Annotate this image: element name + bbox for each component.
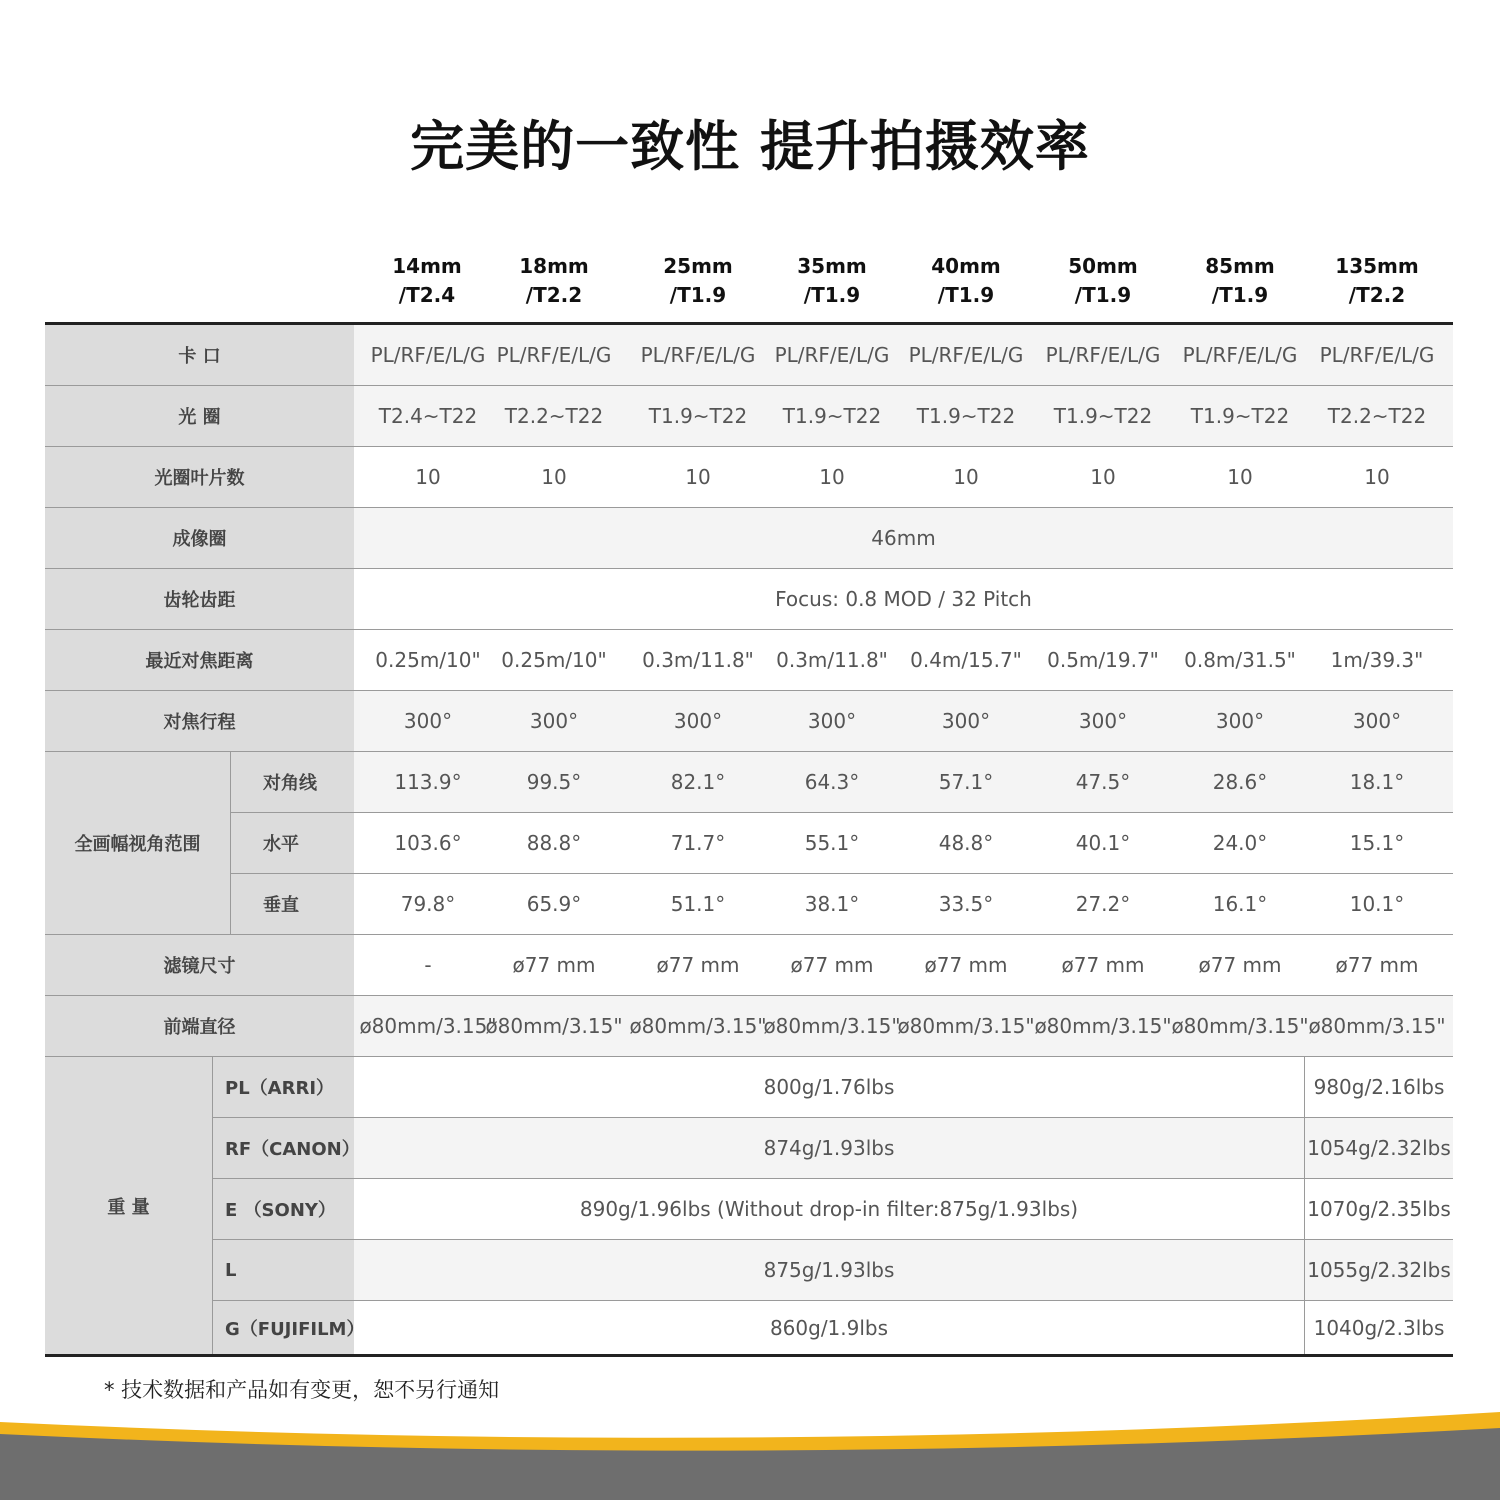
weight-135-value: 1054g/2.32lbs	[1307, 1136, 1451, 1160]
image-circle-value: 46mm	[871, 526, 936, 550]
page-title: 完美的一致性 提升拍摄效率	[410, 115, 1090, 178]
table-cell: ø80mm/3.15"	[763, 1014, 901, 1038]
table-cell: 10	[953, 465, 979, 489]
table-cell: 300°	[941, 709, 991, 733]
weight-135-value: 1040g/2.3lbs	[1313, 1315, 1445, 1340]
table-cell: 88.8°	[526, 831, 582, 855]
table-cell: PL/RF/E/L/G	[908, 343, 1024, 367]
table-cell: PL/RF/E/L/G	[1045, 343, 1161, 367]
row-label: 齿轮齿距	[163, 590, 236, 611]
weight-main-value: 800g/1.76lbs	[763, 1075, 895, 1099]
table-cell: 10	[1227, 465, 1253, 489]
table-cell: 300°	[807, 709, 857, 733]
table-cell: 300°	[1352, 709, 1402, 733]
table-cell: 16.1°	[1212, 892, 1268, 916]
table-cell: 10	[415, 465, 441, 489]
fov-group-label: 全画幅视角范围	[45, 752, 230, 934]
table-cell: T1.9~T22	[916, 404, 1016, 428]
table-cell: 103.6°	[394, 831, 462, 855]
row-sublabel: 垂直	[263, 895, 299, 916]
table-cell: ø80mm/3.15"	[485, 1014, 623, 1038]
table-cell: PL/RF/E/L/G	[1319, 343, 1435, 367]
table-cell: 0.8m/31.5"	[1184, 648, 1296, 672]
row-mount	[45, 325, 1453, 386]
table-cell: 113.9°	[394, 770, 462, 794]
table-cell: 71.7°	[670, 831, 726, 855]
weight-mount-label: E （SONY）	[225, 1200, 336, 1221]
table-cell: T2.4~T22	[378, 404, 478, 428]
table-cell: 0.25m/10"	[375, 648, 481, 672]
table-cell: 10	[819, 465, 845, 489]
column-header: 25mm /T1.9	[663, 254, 733, 307]
table-bottom-rule	[45, 1354, 1453, 1357]
row-label: 对焦行程	[163, 712, 236, 733]
weight-main-value: 874g/1.93lbs	[763, 1136, 895, 1160]
row-label: 光圈叶片数	[154, 468, 245, 489]
row-weight	[45, 1301, 1453, 1354]
row-label: 前端直径	[163, 1017, 236, 1038]
row-label: 最近对焦距离	[145, 651, 254, 672]
table-cell: ø80mm/3.15"	[1171, 1014, 1309, 1038]
column-header: 135mm /T2.2	[1335, 254, 1419, 307]
row-weight	[45, 1179, 1453, 1240]
footnote: * 技术数据和产品如有变更，恕不另行通知	[104, 1378, 500, 1402]
table-cell: ø77 mm	[790, 953, 874, 977]
table-cell: 300°	[1078, 709, 1128, 733]
table-cell: ø77 mm	[1061, 953, 1145, 977]
row-label: 卡 口	[178, 346, 221, 367]
table-cell: 27.2°	[1075, 892, 1131, 916]
column-header: 14mm /T2.4	[392, 254, 462, 307]
table-cell: ø80mm/3.15"	[629, 1014, 767, 1038]
table-cell: 64.3°	[804, 770, 860, 794]
column-header: 40mm /T1.9	[931, 254, 1001, 307]
weight-mount-label: L	[225, 1259, 237, 1281]
table-cell: T1.9~T22	[1190, 404, 1290, 428]
weight-mount-label: G（FUJIFILM）	[225, 1318, 365, 1340]
row-fov-diagonal	[45, 752, 1453, 813]
column-header: 50mm /T1.9	[1068, 254, 1138, 307]
table-cell: 10	[1364, 465, 1390, 489]
row-label: 光 圈	[178, 407, 221, 428]
table-cell: 47.5°	[1075, 770, 1131, 794]
table-cell: ø77 mm	[924, 953, 1008, 977]
row-gear	[45, 569, 1453, 630]
row-weight	[45, 1057, 1453, 1118]
row-fov-horizontal	[45, 813, 1453, 874]
weight-mount-label: RF（CANON）	[225, 1139, 360, 1160]
table-cell: 15.1°	[1349, 831, 1405, 855]
table-cell: -	[424, 953, 432, 977]
table-cell: 1m/39.3"	[1330, 648, 1424, 672]
table-cell: 51.1°	[670, 892, 726, 916]
weight-main-value: 890g/1.96lbs (Without drop-in filter:875g/1.93lbs)	[579, 1197, 1079, 1221]
table-cell: 0.4m/15.7"	[910, 648, 1022, 672]
table-cell: T1.9~T22	[1053, 404, 1153, 428]
table-cell: 33.5°	[938, 892, 994, 916]
table-cell: 10	[685, 465, 711, 489]
table-cell: PL/RF/E/L/G	[774, 343, 890, 367]
table-cell: 0.3m/11.8"	[642, 648, 754, 672]
table-cell: ø77 mm	[656, 953, 740, 977]
row-focus-throw	[45, 691, 1453, 752]
table-cell: 82.1°	[670, 770, 726, 794]
row-weight	[45, 1118, 1453, 1179]
table-cell: T2.2~T22	[1327, 404, 1427, 428]
weight-mount-label: PL（ARRI）	[225, 1078, 335, 1099]
table-cell: PL/RF/E/L/G	[496, 343, 612, 367]
weight-135-value: 1070g/2.35lbs	[1307, 1197, 1451, 1221]
weight-main-value: 860g/1.9lbs	[769, 1315, 889, 1340]
table-cell: T2.2~T22	[504, 404, 604, 428]
table-cell: 18.1°	[1349, 770, 1405, 794]
column-header: 35mm /T1.9	[797, 254, 867, 307]
row-sublabel: 对角线	[263, 773, 317, 794]
row-label: 成像圈	[172, 529, 227, 550]
table-cell: ø80mm/3.15"	[359, 1014, 497, 1038]
row-sublabel: 水平	[263, 834, 299, 855]
table-cell: 300°	[403, 709, 453, 733]
table-cell: 40.1°	[1075, 831, 1131, 855]
table-cell: 48.8°	[938, 831, 994, 855]
weight-135-value: 980g/2.16lbs	[1313, 1075, 1445, 1099]
row-filter	[45, 935, 1453, 996]
table-cell: 99.5°	[526, 770, 582, 794]
table-cell: PL/RF/E/L/G	[1182, 343, 1298, 367]
row-min-focus	[45, 630, 1453, 691]
decorative-band	[0, 1400, 1500, 1500]
table-cell: 0.25m/10"	[501, 648, 607, 672]
table-cell: 79.8°	[400, 892, 456, 916]
table-cell: ø80mm/3.15"	[1034, 1014, 1172, 1038]
row-fov-vertical	[45, 874, 1453, 935]
table-cell: 300°	[1215, 709, 1265, 733]
table-cell: 300°	[529, 709, 579, 733]
gear-value: Focus: 0.8 MOD / 32 Pitch	[775, 587, 1032, 611]
table-cell: 24.0°	[1212, 831, 1268, 855]
table-cell: PL/RF/E/L/G	[370, 343, 486, 367]
table-cell: ø77 mm	[1335, 953, 1419, 977]
table-cell: 28.6°	[1212, 770, 1268, 794]
table-cell: ø80mm/3.15"	[897, 1014, 1035, 1038]
weight-135-value: 1055g/2.32lbs	[1307, 1258, 1451, 1282]
table-cell: 10	[541, 465, 567, 489]
table-cell: 55.1°	[804, 831, 860, 855]
table-cell: 57.1°	[938, 770, 994, 794]
table-cell: 10	[1090, 465, 1116, 489]
table-cell: 300°	[673, 709, 723, 733]
row-label: 滤镜尺寸	[163, 956, 236, 977]
column-header: 85mm /T1.9	[1205, 254, 1275, 307]
table-cell: 0.3m/11.8"	[776, 648, 888, 672]
table-cell: T1.9~T22	[782, 404, 882, 428]
column-header: 18mm /T2.2	[519, 254, 589, 307]
weight-group-label: 重 量	[45, 1057, 212, 1354]
row-aperture	[45, 386, 1453, 447]
table-cell: PL/RF/E/L/G	[640, 343, 756, 367]
row-weight	[45, 1240, 1453, 1301]
table-cell: T1.9~T22	[648, 404, 748, 428]
row-blades	[45, 447, 1453, 508]
table-cell: 65.9°	[526, 892, 582, 916]
weight-main-value: 875g/1.93lbs	[763, 1258, 895, 1282]
table-cell: 38.1°	[804, 892, 860, 916]
table-cell: ø77 mm	[512, 953, 596, 977]
table-cell: 10.1°	[1349, 892, 1405, 916]
row-image-circle	[45, 508, 1453, 569]
table-cell: 0.5m/19.7"	[1047, 648, 1159, 672]
table-cell: ø77 mm	[1198, 953, 1282, 977]
row-front-diameter	[45, 996, 1453, 1057]
table-cell: ø80mm/3.15"	[1308, 1014, 1446, 1038]
